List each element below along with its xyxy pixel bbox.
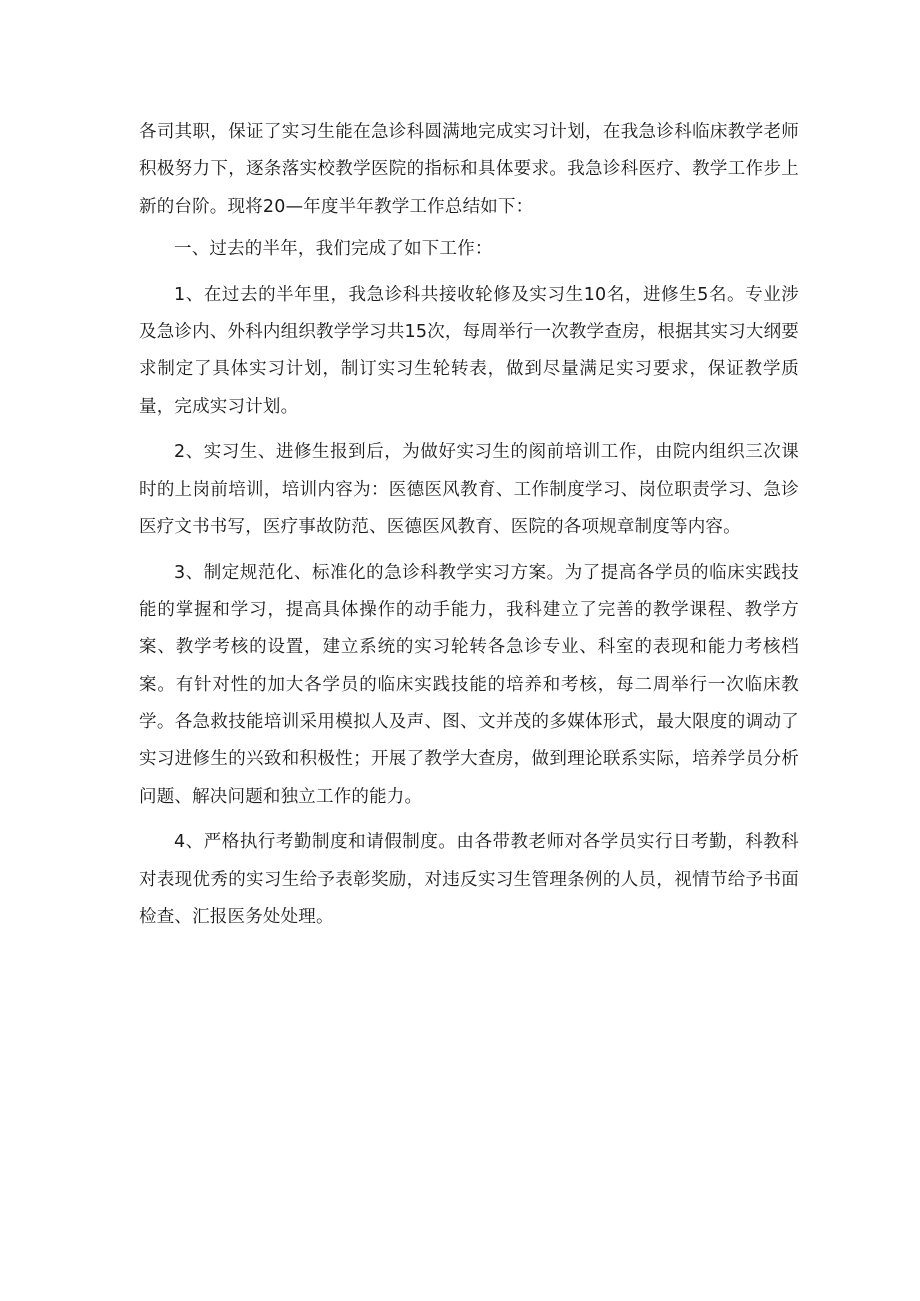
intro-paragraph: 各司其职，保证了实习生能在急诊科圆满地完成实习计划，在我急诊科临床教学老师积极努力下，逐条落实校教学医院的指标和具体要求。我急诊科医疗、教学工作步上新的台阶。现将20—年度半年教学工作总结如下： [139,122,799,217]
list-item-3: 3、制定规范化、标准化的急诊科教学实习方案。为了提高各学员的临床实践技能的掌握和学习，提高具体操作的动手能力，我科建立了完善的教学课程、教学方案、教学考核的设置，建立系统的实习轮转各急诊专业、科室的表现和能力考核档案。有针对性的加大各学员的临床实践技能的培养和考核，每二周举行一次临床教学。各急救技能培训采用模拟人及声、图、文并茂的多媒体形式，最大限度的调动了实习进修生的兴致和积极性；开展了教学大查房，做到理论联系实际，培养学员分析问题、解决问题和独立工作的能力。 [139,562,799,807]
section-heading: 一、过去的半年，我们完成了如下工作： [174,238,493,259]
list-item-2: 2、实习生、进修生报到后，为做好实习生的阂前培训工作，由院内组织三次课时的上岗前培训，培训内容为：医德医风教育、工作制度学习、岗位职责学习、急诊医疗文书书写，医疗事故防范、医德医风教育、医院的各项规章制度等内容。 [139,442,799,537]
list-item-1: 1、在过去的半年里，我急诊科共接收轮修及实习生10名，进修生5名。专业涉及急诊内、外科内组织教学学习共15次，每周举行一次教学查房，根据其实习大纲要求制定了具体实习计划，制订实习生轮转表，做到尽量满足实习要求，保证教学质量，完成实习计划。 [139,284,799,417]
document-body [139,114,799,936]
list-item-4: 4、严格执行考勤制度和请假制度。由各带教老师对各学员实行日考勤，科教科对表现优秀的实习生给予表彰奖励，对违反实习生管理条例的人员，视情节给予书面检查、汇报医务处处理。 [139,832,799,927]
